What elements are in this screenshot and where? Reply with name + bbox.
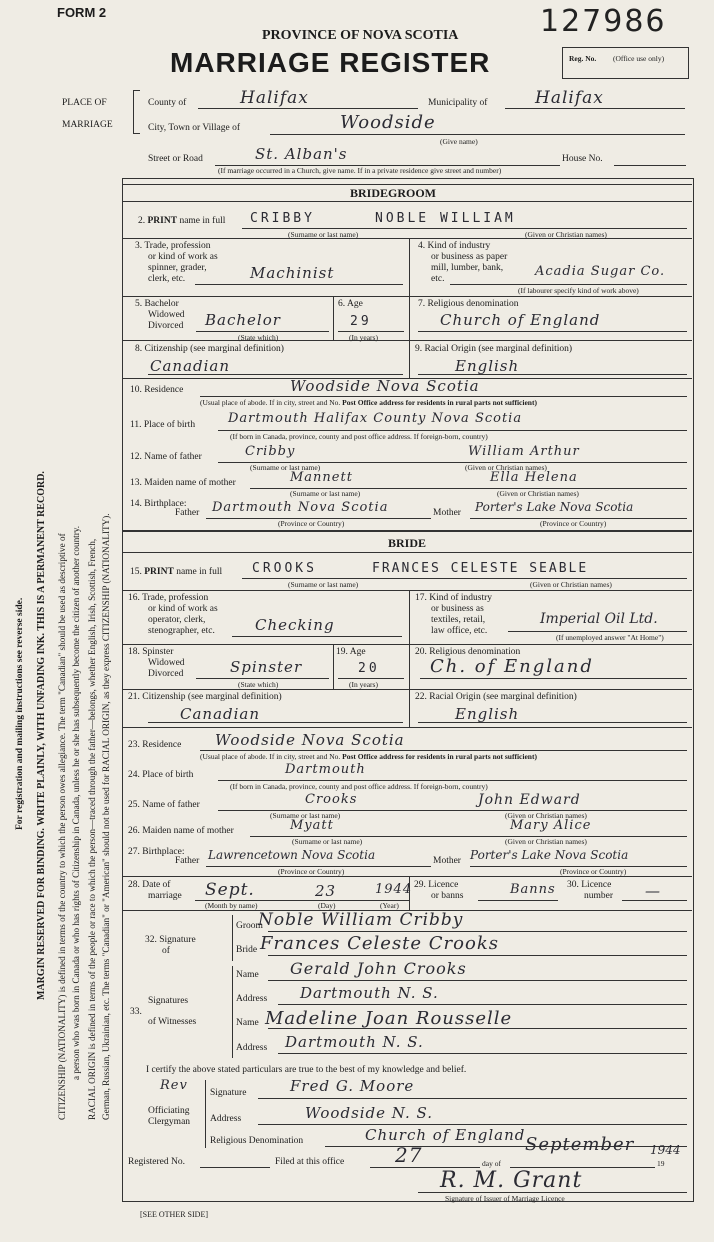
officiating-label-1: Clergyman xyxy=(148,1117,191,1127)
f17-label-2: textiles, retail, xyxy=(431,615,486,625)
groom-age-note: (In years) xyxy=(349,333,378,342)
marriage-year: 1944 xyxy=(375,882,413,897)
margin-line-6: German, Russian, Ukrainian, etc. The terms "Canadian" or "American" should not be used for RACIAL ORIGIN, as they express CITIZENSHIP (NATIONALITY). xyxy=(101,513,111,1120)
bride-surname-note: (Surname or last name) xyxy=(288,580,359,589)
day-of-label: day of xyxy=(482,1159,501,1168)
f17-label-3: law office, etc. xyxy=(431,626,488,636)
bride-birthplace-note: (If born in Canada, province, county and post office address. If foreign-born, country) xyxy=(230,782,488,791)
form-label: FORM 2 xyxy=(57,5,107,20)
reg-no-box xyxy=(562,47,689,79)
groom-citizenship: Canadian xyxy=(150,357,231,375)
f29-label-0: 29. Licence xyxy=(414,880,459,890)
bride-status: Spinster xyxy=(230,658,303,676)
witness1-name: Gerald John Crooks xyxy=(290,959,467,978)
margin-line-2: MARGIN RESERVED FOR BINDING. WRITE PLAINLY, WITH UNFADING INK. THIS IS A PERMANENT RECORD. xyxy=(36,471,47,1000)
groom-birthplace: Dartmouth Halifax County Nova Scotia xyxy=(228,411,523,426)
f16-label-1: or kind of work as xyxy=(148,604,218,614)
house-label: House No. xyxy=(562,154,603,164)
groom-birthplace-note: (If born in Canada, province, county and post office address. If foreign-born, country) xyxy=(230,432,488,441)
bride-father-birthplace: Lawrencetown Nova Scotia xyxy=(208,848,376,862)
handwritten-number: 127986 xyxy=(540,4,667,39)
groom-signature: Noble William Cribby xyxy=(258,910,464,930)
bride-racial: English xyxy=(455,705,520,723)
f17-label-1: or business as xyxy=(431,604,484,614)
f30-label-1: number xyxy=(584,891,614,901)
county-value: Halifax xyxy=(240,88,309,108)
month-note: (Month by name) xyxy=(205,901,258,910)
filed-label: Filed at this office xyxy=(275,1157,345,1167)
f8-label: 8. Citizenship (see marginal definition) xyxy=(135,344,284,354)
reg-no-label: Reg. No. xyxy=(569,54,597,63)
bride-heading: BRIDE xyxy=(388,536,427,550)
f29-label-1: or banns xyxy=(431,891,464,901)
place-label-1: PLACE OF xyxy=(62,98,107,108)
bride-residence: Woodside Nova Scotia xyxy=(215,731,405,749)
f5-label-0: 5. Bachelor xyxy=(135,299,179,309)
margin-line-1: For registration and mailing instructions see reverse side. xyxy=(15,597,25,830)
f9-label: 9. Racial Origin (see marginal definition) xyxy=(415,344,573,354)
bride-surname: CROOKS xyxy=(252,561,317,576)
municipality-label: Municipality of xyxy=(428,98,488,108)
groom-sig-label: Groom xyxy=(236,921,263,931)
groom-surname-note: (Surname or last name) xyxy=(288,230,359,239)
f3-label-2: spinner, grader, xyxy=(148,263,207,273)
marriage-month: Sept. xyxy=(205,880,255,900)
w2-name-label: Name xyxy=(236,1018,259,1028)
f5-label-2: Divorced xyxy=(148,321,184,331)
f28-label-1: marriage xyxy=(148,891,182,901)
bride-father-surname: Crooks xyxy=(305,792,358,807)
groom-mother-bp-label: Mother xyxy=(433,508,461,518)
f17-label-0: 17. Kind of industry xyxy=(415,593,493,603)
issuer-signature: R. M. Grant xyxy=(440,1168,583,1193)
f16-label-3: stenographer, etc. xyxy=(148,626,215,636)
bride-industry-note: (If unemployed answer "At Home") xyxy=(556,633,664,642)
clergy-address: Woodside N. S. xyxy=(305,1104,434,1122)
licence-number: — xyxy=(645,882,661,900)
bride-age-label: 19. Age xyxy=(336,647,366,657)
groom-given-note: (Given or Christian names) xyxy=(525,230,607,239)
f11-label: 11. Place of birth xyxy=(130,420,196,430)
groom-mother-given: Ella Helena xyxy=(490,470,578,485)
street-note: (If marriage occurred in a Church, give name. If in a private residence give street and number) xyxy=(218,166,502,175)
licence-or-banns: Banns xyxy=(510,882,556,897)
bride-birthplace: Dartmouth xyxy=(285,762,366,777)
clergy-signature-label: Signature xyxy=(210,1088,247,1098)
province-heading: PROVINCE OF NOVA SCOTIA xyxy=(262,28,459,43)
f21-label: 21. Citizenship (see marginal definition) xyxy=(128,692,282,702)
municipality-value: Halifax xyxy=(535,88,604,108)
street-label: Street or Road xyxy=(148,154,203,164)
f16-label-0: 16. Trade, profession xyxy=(128,593,209,603)
bride-citizenship: Canadian xyxy=(180,705,261,723)
f23-label: 23. Residence xyxy=(128,740,182,750)
bride-mother-surname-note: (Surname or last name) xyxy=(292,837,363,846)
groom-mother-given-note: (Given or Christian names) xyxy=(497,489,579,498)
f33-label-1: of Witnesses xyxy=(148,1017,197,1027)
bride-mother-birthplace: Porter's Lake Nova Scotia xyxy=(470,848,629,862)
w2-address-label: Address xyxy=(236,1043,268,1053)
f18-label-2: Divorced xyxy=(148,669,184,679)
f4-label-2: mill, lumber, bank, xyxy=(431,263,504,273)
bride-given-note: (Given or Christian names) xyxy=(530,580,612,589)
bride-father-province-note: (Province or Country) xyxy=(278,867,345,876)
f4-label-0: 4. Kind of industry xyxy=(418,241,491,251)
reg-no-note: (Office use only) xyxy=(613,54,665,63)
f30-label-0: 30. Licence xyxy=(567,880,612,890)
margin-line-4: a person who was born in Canada or who has rights of Citizenship in Canada, unless he or she has subsequently become the citizen of another country. xyxy=(71,525,81,1080)
groom-surname: CRIBBY xyxy=(250,211,315,226)
bride-mother-bp-label: Mother xyxy=(433,856,461,866)
groom-father-province-note: (Province or Country) xyxy=(278,519,345,528)
bride-trade: Checking xyxy=(255,616,335,634)
filed-year: 1944 xyxy=(650,1143,681,1157)
f2-label: 2. PRINT name in full xyxy=(138,216,226,226)
bride-father-given-note: (Given or Christian names) xyxy=(505,811,587,820)
f27-label: 27. Birthplace: xyxy=(128,847,185,857)
f4-label-3: etc. xyxy=(431,274,445,284)
bride-father-given: John Edward xyxy=(478,792,581,808)
groom-father-birthplace: Dartmouth Nova Scotia xyxy=(212,500,389,515)
f32-label-0: 32. Signature xyxy=(145,935,196,945)
f32-label-1: of xyxy=(162,946,170,956)
groom-father-given: William Arthur xyxy=(468,444,580,459)
clergy-signature: Fred G. Moore xyxy=(290,1077,415,1095)
groom-religion: Church of England xyxy=(440,311,601,329)
groom-industry-note: (If labourer specify kind of work above) xyxy=(518,286,639,295)
year-prefix: 19 xyxy=(657,1159,665,1168)
groom-status-note: (State which) xyxy=(238,333,279,342)
groom-industry: Acadia Sugar Co. xyxy=(535,264,666,279)
city-value: Woodside xyxy=(340,112,436,133)
witness1-address: Dartmouth N. S. xyxy=(300,984,439,1002)
bride-signature: Frances Celeste Crooks xyxy=(260,933,499,954)
bride-age: 20 xyxy=(358,661,380,676)
place-label-2: MARRIAGE xyxy=(62,120,113,130)
bride-sig-label: Bride xyxy=(236,945,258,955)
groom-given: NOBLE WILLIAM xyxy=(375,211,516,226)
place-brace xyxy=(133,90,140,134)
f3-label-3: clerk, etc. xyxy=(148,274,186,284)
year-note: (Year) xyxy=(380,901,399,910)
groom-father-surname: Cribby xyxy=(245,444,296,459)
groom-racial: English xyxy=(455,357,520,375)
w1-name-label: Name xyxy=(236,970,259,980)
rev-mark: Rev xyxy=(160,1078,188,1093)
bride-mother-surname: Myatt xyxy=(290,818,334,833)
f28-label-0: 28. Date of xyxy=(128,880,171,890)
witness2-address: Dartmouth N. S. xyxy=(285,1033,424,1051)
f25-label: 25. Name of father xyxy=(128,800,200,810)
margin-line-3: CITIZENSHIP (NATIONALITY) is defined in terms of the country to which the person owes allegiance. The term "Canadian" should be used as descriptive of xyxy=(57,533,67,1120)
groom-age: 29 xyxy=(350,314,372,329)
county-label: County of xyxy=(148,98,187,108)
officiating-label-0: Officiating xyxy=(148,1106,190,1116)
groom-mother-province-note: (Province or Country) xyxy=(540,519,607,528)
bride-age-note: (In years) xyxy=(349,680,378,689)
clergy-denomination: Church of England xyxy=(365,1126,526,1144)
city-label: City, Town or Village of xyxy=(148,123,240,133)
f7-label: 7. Religious denomination xyxy=(418,299,519,309)
groom-mother-surname-note: (Surname or last name) xyxy=(290,489,361,498)
bride-mother-given: Mary Alice xyxy=(510,818,592,833)
registered-no-label: Registered No. xyxy=(128,1157,185,1167)
groom-status: Bachelor xyxy=(205,311,281,329)
f12-label: 12. Name of father xyxy=(130,452,202,462)
f16-label-2: operator, clerk, xyxy=(148,615,206,625)
f14-label: 14. Birthplace: xyxy=(130,499,187,509)
f33-num: 33. xyxy=(130,1007,142,1017)
groom-age-label: 6. Age xyxy=(338,299,363,309)
groom-mother-surname: Mannett xyxy=(290,470,353,485)
f3-label-0: 3. Trade, profession xyxy=(135,241,211,251)
groom-residence: Woodside Nova Scotia xyxy=(290,377,480,395)
f18-label-0: 18. Spinster xyxy=(128,647,174,657)
street-value: St. Alban's xyxy=(255,145,348,163)
f22-label: 22. Racial Origin (see marginal definition) xyxy=(415,692,577,702)
bridegroom-heading: BRIDEGROOM xyxy=(350,186,437,200)
bride-father-surname-note: (Surname or last name) xyxy=(270,811,341,820)
filed-day: 27 xyxy=(395,1143,423,1167)
groom-father-surname-note: (Surname or last name) xyxy=(250,463,321,472)
groom-father-bp-label: Father xyxy=(175,508,200,518)
witness2-name: Madeline Joan Rousselle xyxy=(265,1008,513,1029)
clergy-address-label: Address xyxy=(210,1114,242,1124)
certify-text: I certify the above stated particulars are true to the best of my knowledge and belief. xyxy=(146,1065,467,1075)
filed-month: September xyxy=(525,1134,635,1155)
bride-mother-province-note: (Province or Country) xyxy=(560,867,627,876)
bride-given: FRANCES CELESTE SEABLE xyxy=(372,561,589,576)
f10-label: 10. Residence xyxy=(130,385,184,395)
bride-residence-note: (Usual place of abode. If in city, street and No. Post Office address for residents in rural parts not sufficient) xyxy=(200,752,537,761)
f24-label: 24. Place of birth xyxy=(128,770,194,780)
groom-residence-note: (Usual place of abode. If in city, street and No. Post Office address for residents in rural parts not sufficient) xyxy=(200,398,537,407)
f33-label-0: Signatures xyxy=(148,996,189,1006)
margin-line-5: RACIAL ORIGIN is defined in terms of the people or race to which the person—traced through the father—belongs, whether English, Irish, Scottish, French, xyxy=(87,538,97,1120)
clergy-denomination-label: Religious Denomination xyxy=(210,1136,304,1146)
bride-mother-given-note: (Given or Christian names) xyxy=(505,837,587,846)
groom-mother-birthplace: Porter's Lake Nova Scotia xyxy=(475,500,634,514)
day-note: (Day) xyxy=(318,901,336,910)
f13-label: 13. Maiden name of mother xyxy=(130,478,236,488)
page-title: MARRIAGE REGISTER xyxy=(170,47,491,78)
issuer-note: Signature of Issuer of Marriage Licence xyxy=(445,1194,565,1203)
city-note: (Give name) xyxy=(440,137,478,146)
f5-label-1: Widowed xyxy=(148,310,185,320)
bride-status-note: (State which) xyxy=(238,680,279,689)
f18-label-1: Widowed xyxy=(148,658,185,668)
see-other-side: [SEE OTHER SIDE] xyxy=(140,1210,208,1219)
f20-label: 20. Religious denomination xyxy=(415,647,521,657)
bride-father-bp-label: Father xyxy=(175,856,200,866)
groom-father-given-note: (Given or Christian names) xyxy=(465,463,547,472)
w1-address-label: Address xyxy=(236,994,268,1004)
f4-label-1: or business as paper xyxy=(431,252,508,262)
marriage-day: 23 xyxy=(315,882,337,900)
f3-label-1: or kind of work as xyxy=(148,252,218,262)
bride-industry: Imperial Oil Ltd. xyxy=(540,611,658,627)
f26-label: 26. Maiden name of mother xyxy=(128,826,234,836)
f15-label: 15. PRINT name in full xyxy=(130,567,223,577)
bride-religion: Ch. of England xyxy=(430,656,594,677)
groom-trade: Machinist xyxy=(250,264,335,282)
